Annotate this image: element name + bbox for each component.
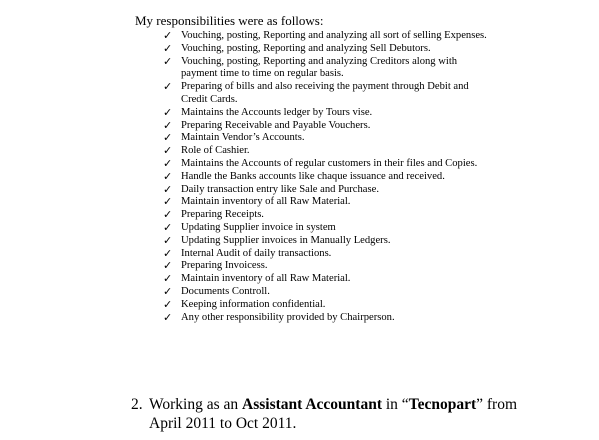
responsibility-item [163, 145, 523, 158]
section-prefix: Working as an [149, 396, 243, 413]
responsibility-text: Maintain Vendor’s Accounts. [181, 132, 305, 144]
responsibility-item [163, 184, 523, 197]
checkmark-icon: ✓ [163, 170, 173, 183]
checkmark-icon: ✓ [163, 119, 173, 132]
responsibility-text: Updating Supplier invoice in system [181, 221, 336, 233]
responsibility-item [163, 81, 523, 107]
responsibility-text: Preparing Receipts. [181, 209, 264, 221]
responsibility-text: Keeping information confidential. [181, 298, 326, 310]
responsibility-text: Vouching, posting, Reporting and analyzing all sort of selling Expenses. [181, 30, 487, 41]
responsibility-text: Maintains the Accounts ledger by Tours vise. [181, 106, 373, 118]
responsibilities-list [163, 30, 523, 324]
checkmark-icon: ✓ [163, 157, 173, 170]
responsibility-text: Maintains the Accounts of regular customers in their files and Copies. [181, 157, 478, 169]
responsibility-text: Maintain inventory of all Raw Material. [181, 196, 351, 208]
responsibility-item [163, 196, 523, 209]
responsibility-item [163, 107, 523, 120]
responsibility-text: Documents Controll. [181, 285, 270, 297]
checkmark-icon: ✓ [163, 247, 173, 260]
responsibility-item [163, 209, 523, 222]
checkmark-icon: ✓ [163, 145, 173, 158]
responsibility-text: Vouching, posting, Reporting and analyzing Sell Debutors. [181, 42, 431, 54]
checkmark-icon: ✓ [163, 298, 173, 311]
responsibility-item [163, 260, 523, 273]
responsibility-text: Credit Cards. [181, 93, 238, 105]
checkmark-icon: ✓ [163, 285, 173, 298]
responsibility-text: Updating Supplier invoices in Manually Ledgers. [181, 234, 391, 246]
checkmark-icon: ✓ [163, 55, 173, 68]
responsibility-item [163, 248, 523, 261]
checkmark-icon: ✓ [163, 183, 173, 196]
responsibility-item [163, 158, 523, 171]
responsibility-text: Preparing Receivable and Payable Vouchers. [181, 119, 371, 131]
job-section-2 [131, 395, 571, 433]
responsibility-item [163, 56, 523, 82]
section-number: 2. [131, 396, 143, 413]
job-period: April 2011 to Oct 2011. [149, 415, 297, 432]
responsibility-text: Preparing of bills and also receiving the payment through Debit and [181, 81, 469, 93]
responsibility-item [163, 273, 523, 286]
responsibility-item [163, 120, 523, 133]
checkmark-icon: ✓ [163, 30, 173, 42]
responsibility-item [163, 235, 523, 248]
checkmark-icon: ✓ [163, 260, 173, 273]
responsibility-item [163, 132, 523, 145]
responsibility-text: Handle the Banks accounts like chaque issuance and received. [181, 170, 445, 182]
checkmark-icon: ✓ [163, 132, 173, 145]
responsibility-text: Maintain inventory of all Raw Material. [181, 273, 351, 285]
checkmark-icon: ✓ [163, 273, 173, 286]
checkmark-icon: ✓ [163, 196, 173, 209]
responsibility-text: Role of Cashier. [181, 145, 250, 157]
section-suffix: ” from [476, 396, 518, 413]
checkmark-icon: ✓ [163, 81, 173, 94]
responsibility-item [163, 286, 523, 299]
responsibility-text: Any other responsibility provided by Chairperson. [181, 311, 395, 323]
responsibility-item [163, 171, 523, 184]
checkmark-icon: ✓ [163, 209, 173, 222]
responsibility-item [163, 312, 523, 325]
responsibility-text: Daily transaction entry like Sale and Purchase. [181, 183, 379, 195]
checkmark-icon: ✓ [163, 221, 173, 234]
responsibility-text: Vouching, posting, Reporting and analyzing Creditors along with [181, 55, 458, 67]
responsibility-text: Preparing Invoicess. [181, 260, 268, 272]
checkmark-icon: ✓ [163, 234, 173, 247]
checkmark-icon: ✓ [163, 106, 173, 119]
responsibility-item [163, 43, 523, 56]
responsibility-text: payment time to time on regular basis. [181, 68, 344, 80]
responsibility-item [163, 299, 523, 312]
checkmark-icon: ✓ [163, 42, 173, 55]
responsibilities-intro: My responsibilities were as follows: [135, 13, 324, 28]
responsibility-item [163, 222, 523, 235]
responsibility-text: Internal Audit of daily transactions. [181, 247, 332, 259]
section-middle: in “ [381, 396, 409, 413]
job-role: Assistant Accountant [242, 396, 382, 413]
company-name: Tecnopart [408, 396, 477, 413]
checkmark-icon: ✓ [163, 311, 173, 324]
responsibility-item [163, 30, 523, 43]
